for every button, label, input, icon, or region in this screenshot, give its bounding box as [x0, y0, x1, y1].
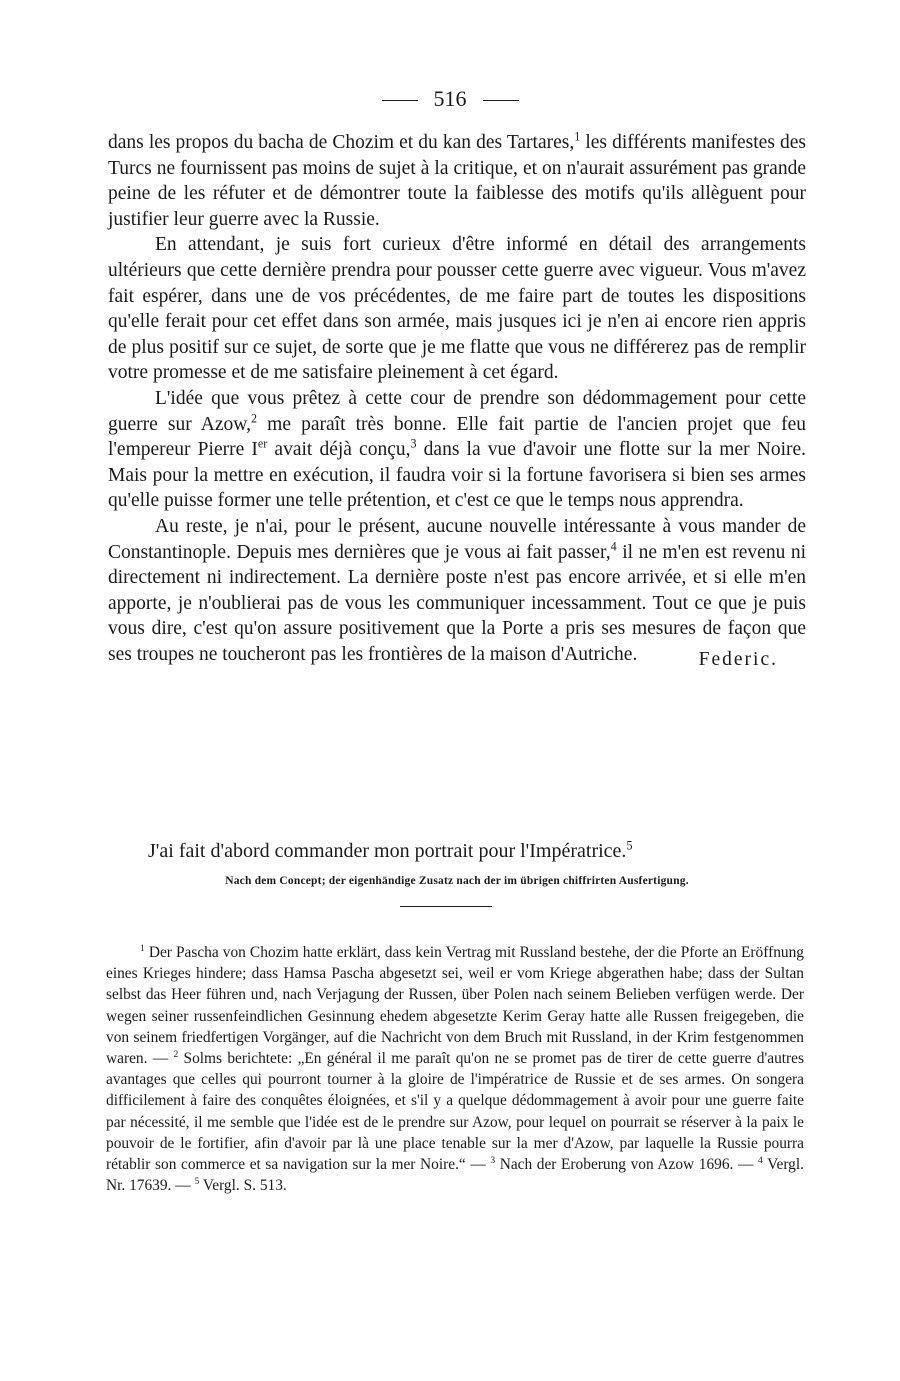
postscript: J'ai fait d'abord commander mon portrait pour l'Impératrice.$^5$: [148, 838, 633, 862]
paragraph-2: En attendant, je suis fort curieux d'être informé en détail des arrangements ultérieurs que cette dernière prendra pour pousser cette guerre avec vigueur. Vous m'avez fait espérer, dans une de vos précédentes, de me faire part de toutes les dispositions qu'elle ferait pour cet effet dans son armée, mais jusques ici je n'en ai encore rien appris de plus positif sur ce sujet, de sorte que je me flatte que vous ne différerez pas de remplir votre promesse et de me satisfaire pleinement à cet égard.: [108, 234, 806, 384]
signature: Federic.: [698, 649, 778, 671]
paragraph-4: Au reste, je n'ai, pour le présent, aucune nouvelle intéressante à vous mander de Constantinople. Depuis mes dernières que je vous ai fait passer,$^4$ il ne m'en est revenu ni directement ni indirectement. La dernière poste n'est pas encore arrivée, et si elle m'en apporte, je n'oublierai pas de vous les communiquer incessamment. Tout ce que je puis vous dire, c'est qu'on assure positivement que la Porte a pris ses mesures de façon que ses troupes ne toucheront pas les frontières de la maison d'Autriche.: [108, 515, 807, 665]
footnote-marker-2: 2: [173, 1048, 179, 1060]
footnote-ref-3: 3: [410, 436, 417, 451]
footnote-marker-5: 5: [194, 1176, 200, 1188]
footnote-marker-1: 1: [140, 942, 145, 954]
page-number: 516: [433, 86, 467, 111]
header-dash-left: [382, 100, 418, 101]
page-header: [0, 84, 900, 114]
footnote-ref-2: 2: [251, 411, 258, 426]
footnotes-text: $^1$ Der Pascha von Chozim hatte erklärt, dass kein Vertrag mit Russland bestehe, der die Pforte an Eröffnung eines Krieges hindere; dass Hamsa Pascha abgesetzt sei, weil er vom Kriege abgerathen habe; dass der Sultan selbst das Heer führen und, nach Verjagung der Russen, über Polen nach seinem Belieben verfügen werde. Der wegen seiner russenfeindlichen Gesinnung ehedem abgesetzte Kerim Geray hatte alle Russen freigegeben, die von seinem friedfertigen Vorgänger, auf die Nachricht von dem Bruch mit Russland, in der Krim festgenommen waren. — $^2$ Solms berichtete: „En général il me paraît qu'on ne se promet pas de tirer de cette guerre d'autres avantages que celles qui pourront tourner à la gloire de l'impératrice de Russie et de ses armes. On songera difficilement à faire des conquêtes éloignées, et s'il y a quelque dédommagement à avoir pour une guerre faite par nécessité, il me semble que l'idée est de le prendre sur Azow, pour lequel on pourrait se réserver à la paix le pouvoir de le fortifier, afin d'avoir par là une place tenable sur la mer d'Azow, par laquelle la Russie pourra rétablir son commerce et sa navigation sur la mer Noire.“ — $^3$ Nach der Eroberung von Azow 1696. — $^4$ Vergl. Nr. 17639. — $^5$ Vergl. S. 513.: [106, 942, 805, 1195]
footnotes: [106, 942, 804, 1196]
footnote-marker-3: 3: [490, 1154, 496, 1166]
footnote-ref-4: 4: [610, 539, 617, 553]
source-note: Nach dem Concept; der eigenhändige Zusatz nach der im übrigen chiffrirten Ausfertigung.: [225, 875, 689, 887]
letter-body: [108, 129, 807, 671]
footnote-marker-4: 4: [758, 1154, 763, 1166]
superscript-er: er: [257, 436, 268, 451]
paragraph-3: L'idée que vous prêtez à cette cour de prendre son dédommagement pour cette guerre sur Azow,$^2$ me paraît très bonne. Elle fait partie de l'ancien projet que feu l'empereur Pierre Ier avait déjà conçu,$^3$ dans la vue d'avoir une flotte sur la mer Noire. Mais pour la mettre en exécution, il faudra voir si la fortune favorisera si bien ses armes qu'elle puisse former une telle prétention, et c'est ce que le temps nous apprendra.: [108, 387, 807, 512]
paragraph-1: dans les propos du bacha de Chozim et du kan des Tartares,$^1$ les différents manifestes des Turcs ne fournissent pas moins de sujet à la critique, et on n'aurait assurément pas grande peine de les réfuter et de démontrer toute la faiblesse des motifs qu'ils allèguent pour justifier leur guerre avec la Russie.: [108, 129, 806, 230]
footnote-ref-1: 1: [574, 129, 581, 144]
header-dash-right: [483, 100, 519, 101]
footnote-separator: [400, 906, 492, 907]
footnote-ref-5: 5: [626, 838, 633, 853]
